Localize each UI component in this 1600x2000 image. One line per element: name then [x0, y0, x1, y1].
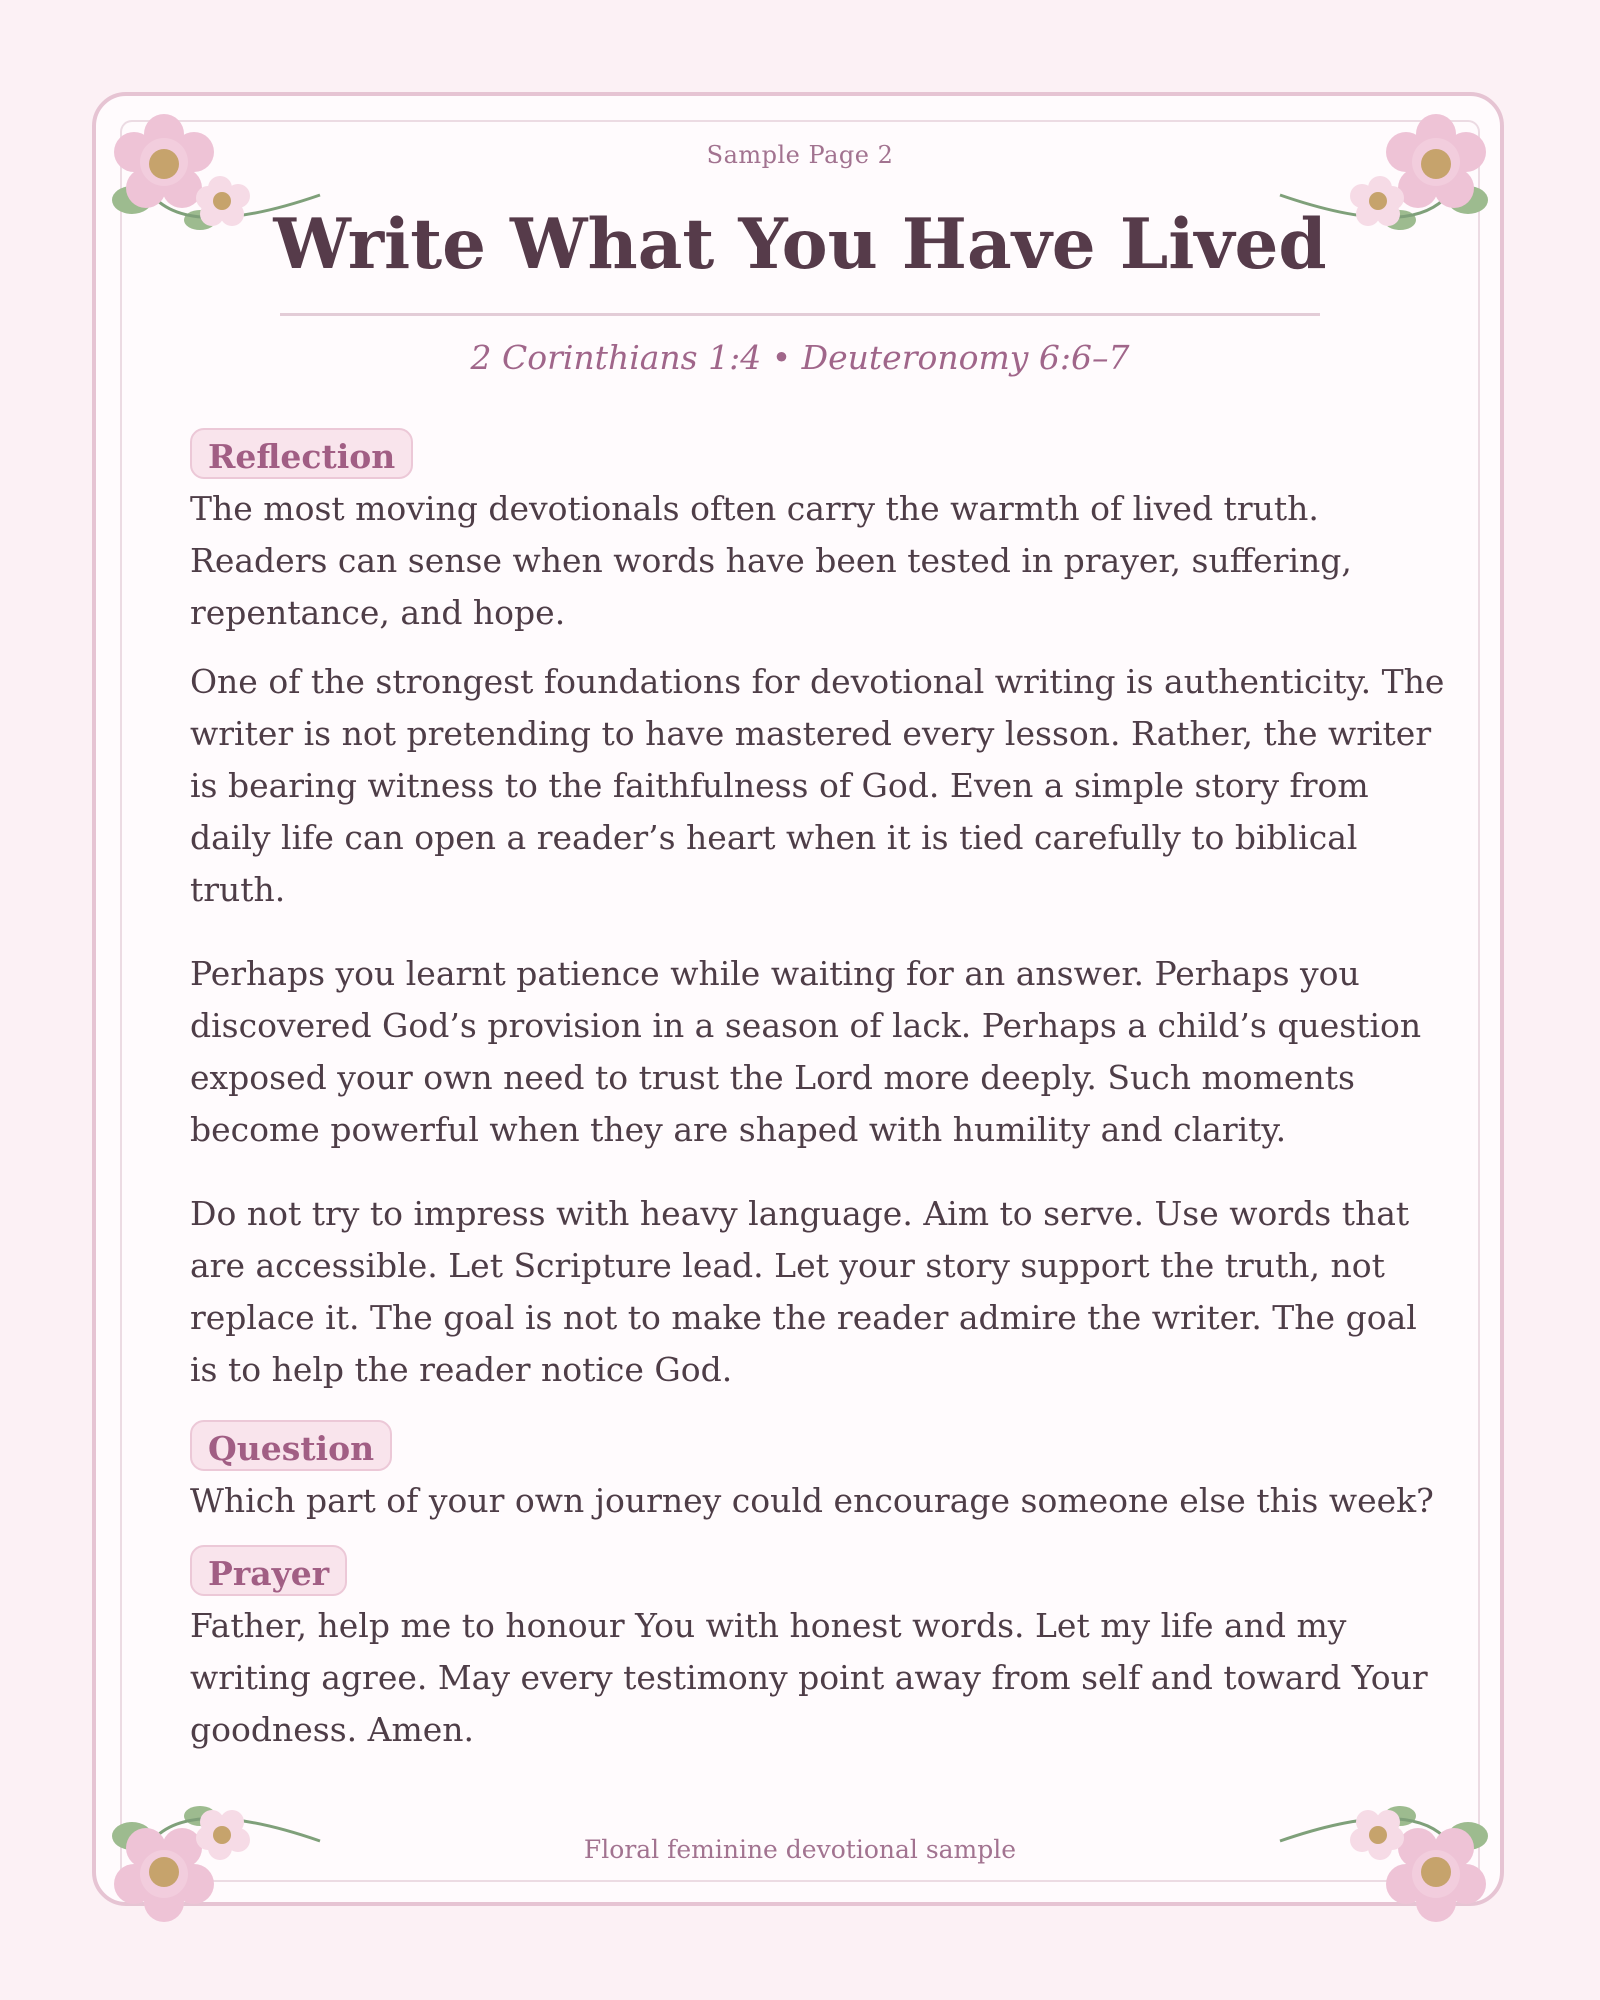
reflection-paragraph: Do not try to impress with heavy language. Aim to serve. Use words that are accessible. Let Scripture lead. Let your story support the truth, not replace it. The goal is not to make the reader admire the writer. The goal is to help the reader notice God.	[190, 1194, 1417, 1389]
reflection-paragraph: Perhaps you learnt patience while waiting for an answer. Perhaps you discovered God’s provision in a season of lack. Perhaps a child’s question exposed your own need to trust the Lord more deeply. Such moments become powerful when they are shaped with humility and clarity.	[190, 954, 1422, 1149]
page-footer: Floral feminine devotional sample	[583, 1835, 1017, 1864]
title-divider	[280, 313, 1320, 316]
question-text: Which part of your own journey could encourage someone else this week?	[190, 1481, 1434, 1520]
section-heading-prayer: Prayer	[190, 1545, 347, 1596]
devotional-content	[190, 428, 1450, 1756]
section-heading-question: Question	[190, 1420, 392, 1471]
scripture-reference: 2 Corinthians 1:4 • Deuteronomy 6:6–7	[470, 338, 1130, 377]
page-title: Write What You Have Lived	[273, 204, 1327, 285]
sample-page-label: Sample Page 2	[706, 141, 894, 169]
prayer-text: Father, help me to honour You with honest words. Let my life and my writing agree. May every testimony point away from self and toward Your goodness. Amen.	[190, 1606, 1428, 1749]
reflection-paragraph: One of the strongest foundations for devotional writing is authenticity. The writer is not pretending to have mastered every lesson. Rather, the writer is bearing witness to the faithfulness of God. Even a simple story from daily life can open a reader’s heart when it is tied carefully to biblical truth.	[190, 662, 1445, 909]
reflection-paragraph: The most moving devotionals often carry the warmth of lived truth. Readers can sense when words have been tested in prayer, suffering, repentance, and hope.	[190, 489, 1352, 632]
section-heading-reflection: Reflection	[190, 428, 413, 479]
